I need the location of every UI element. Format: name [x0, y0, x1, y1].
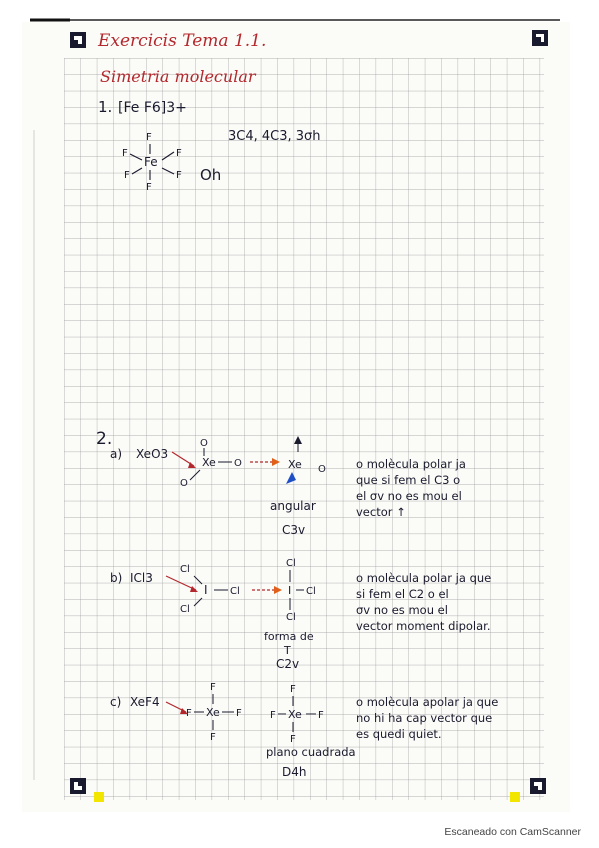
q2a-note-line: que si fem el C3 o: [356, 473, 461, 487]
q2a-formula: XeO3: [136, 447, 169, 461]
svg-text:F: F: [318, 710, 324, 721]
q2b-formula: ICl3: [130, 571, 153, 585]
q2-number: 2.: [96, 429, 113, 449]
q2b-note-line: σv no es mou el: [356, 603, 448, 617]
grid-paper: [64, 58, 544, 800]
q1-center: Fe: [144, 155, 158, 169]
svg-text:Cl: Cl: [180, 604, 190, 615]
scanner-footer: [0, 822, 599, 848]
svg-text:Xe: Xe: [202, 456, 216, 469]
q2b-point-group: C2v: [276, 657, 300, 671]
svg-text:F: F: [270, 710, 276, 721]
svg-text:Xe: Xe: [288, 458, 302, 471]
q2a-note-line: el σv no es mou el: [356, 489, 462, 503]
q2a-note-line: o molècula polar ja: [356, 457, 466, 471]
svg-text:Xe: Xe: [206, 706, 220, 719]
svg-text:F: F: [290, 684, 296, 695]
q2c-shape: plano cuadrada: [266, 745, 356, 759]
svg-text:F: F: [210, 682, 216, 693]
q2a-point-group: C3v: [282, 523, 306, 537]
q2c-note-line: es quedi quiet.: [356, 727, 442, 741]
section-title: Simetria molecular: [100, 67, 256, 86]
q1-formula: [Fe F6]3+: [118, 100, 187, 116]
q1-ligand: F: [176, 148, 182, 159]
svg-text:Cl: Cl: [230, 586, 240, 597]
q2b-shape: forma de: [264, 630, 314, 643]
corner-marker-icon: [70, 32, 86, 48]
svg-text:Cl: Cl: [286, 612, 296, 623]
q1-number: 1.: [98, 98, 113, 116]
q2a-shape: angular: [270, 499, 316, 513]
q2c-point-group: D4h: [282, 765, 307, 779]
q1-ligand: F: [146, 132, 152, 143]
svg-text:Cl: Cl: [286, 558, 296, 569]
svg-text:F: F: [186, 708, 192, 719]
svg-text:O: O: [180, 478, 188, 489]
svg-text:O: O: [200, 438, 208, 449]
q1-ligand: F: [122, 148, 128, 159]
svg-text:F: F: [290, 734, 296, 745]
q2b-note-line: si fem el C2 o el: [356, 587, 449, 601]
svg-text:Xe: Xe: [288, 708, 302, 721]
svg-text:Cl: Cl: [180, 564, 190, 575]
q2b-note-line: o molècula polar ja que: [356, 571, 492, 585]
q2b-shape: T: [284, 644, 291, 657]
q2c-formula: XeF4: [130, 695, 160, 709]
q1-ligand: F: [124, 170, 130, 181]
q1-ligand: F: [176, 170, 182, 181]
q1-symmetry-elements: 3C4, 4C3, 3σh: [228, 129, 321, 144]
svg-text:F: F: [210, 732, 216, 743]
q2c-note-line: o molècula apolar ja que: [356, 695, 499, 709]
scanner-watermark-text: Escaneado con CamScanner: [444, 826, 581, 838]
svg-text:F: F: [236, 708, 242, 719]
svg-text:O: O: [234, 458, 242, 469]
corner-marker-icon: [532, 30, 548, 46]
q1-point-group: Oh: [200, 166, 222, 184]
svg-text:Cl: Cl: [306, 586, 316, 597]
page-title: Exercicis Tema 1.1.: [98, 31, 267, 51]
svg-text:I: I: [204, 583, 208, 597]
q2a-note-line: vector ↑: [356, 505, 406, 519]
q2c-note-line: no hi ha cap vector que: [356, 711, 493, 725]
q2b-note-line: vector moment dipolar.: [356, 619, 491, 633]
q1-ligand: F: [146, 182, 152, 193]
svg-text:c): c): [110, 695, 122, 709]
svg-text:a): a): [110, 447, 123, 461]
svg-text:b): b): [110, 571, 123, 585]
svg-text:I: I: [288, 584, 292, 597]
svg-text:O: O: [318, 464, 326, 475]
